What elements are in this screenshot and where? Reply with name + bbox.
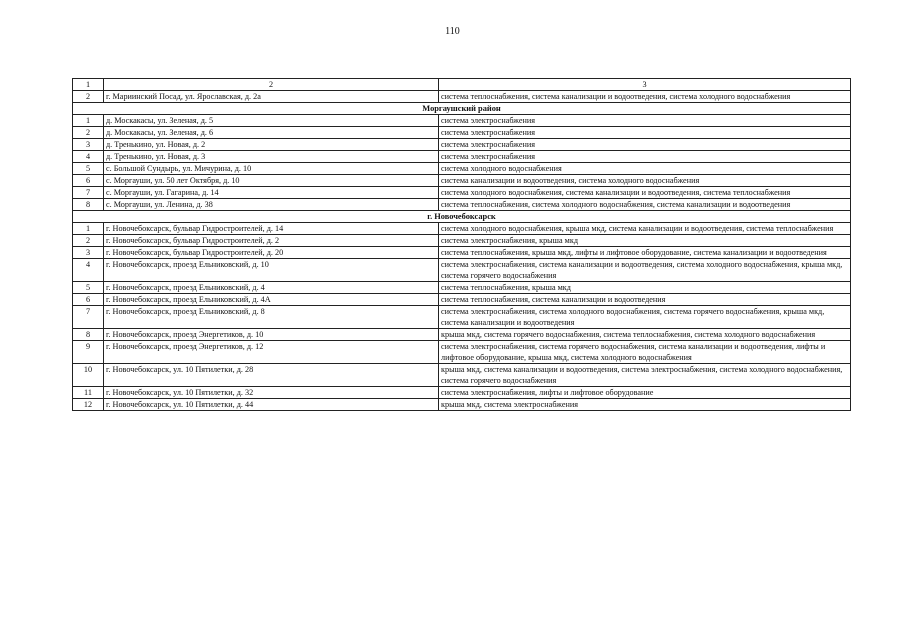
row-address: г. Новочебоксарск, проезд Ельниковский, д. 4А: [104, 294, 439, 306]
row-number: 7: [73, 306, 104, 329]
table-row: [73, 223, 851, 235]
table-row: [73, 91, 851, 103]
row-address: с. Моргауши, ул. 50 лет Октября, д. 10: [104, 175, 439, 187]
row-address: г. Новочебоксарск, бульвар Гидростроителей, д. 20: [104, 247, 439, 259]
row-number: 11: [73, 387, 104, 399]
table-row: [73, 399, 851, 411]
row-systems: система электроснабжения: [439, 151, 851, 163]
row-systems: система холодного водоснабжения, крыша мкд, система канализации и водоотведения, система теплоснабжения: [439, 223, 851, 235]
row-number: 8: [73, 329, 104, 341]
table-row: [73, 294, 851, 306]
row-address: д. Москакасы, ул. Зеленая, д. 6: [104, 127, 439, 139]
row-address: г. Новочебоксарск, ул. 10 Пятилетки, д. 32: [104, 387, 439, 399]
row-systems: система электроснабжения, система канализации и водоотведения, система холодного водоснабжения, крыша мкд, система горячего водоснабжения: [439, 259, 851, 282]
row-address: г. Мариинский Посад, ул. Ярославская, д. 2а: [104, 91, 439, 103]
table-row: [73, 306, 851, 329]
row-systems: система холодного водоснабжения, система канализации и водоотведения, система теплоснабжения: [439, 187, 851, 199]
page-number: 110: [445, 26, 460, 37]
table-row: [73, 163, 851, 175]
table-body: [73, 79, 851, 411]
table-row: [73, 364, 851, 387]
row-number: 4: [73, 151, 104, 163]
table-row: [73, 235, 851, 247]
row-address: с. Моргауши, ул. Гагарина, д. 14: [104, 187, 439, 199]
row-systems: система электроснабжения, крыша мкд: [439, 235, 851, 247]
row-number: 1: [73, 223, 104, 235]
row-number: 3: [73, 247, 104, 259]
row-number: 12: [73, 399, 104, 411]
row-number: 3: [73, 139, 104, 151]
row-number: 1: [73, 115, 104, 127]
row-number: 9: [73, 341, 104, 364]
row-systems: крыша мкд, система канализации и водоотведения, система электроснабжения, система холодного водоснабжения, система горячего водоснабжения: [439, 364, 851, 387]
section-title: г. Новочебоксарск: [73, 211, 851, 223]
row-address: д. Тренькино, ул. Новая, д. 3: [104, 151, 439, 163]
table-row: [73, 329, 851, 341]
row-systems: система электроснабжения, система холодного водоснабжения, система горячего водоснабжения, крыша мкд, система канализации и водоотведения: [439, 306, 851, 329]
row-systems: система теплоснабжения, система канализации и водоотведения, система холодного водоснабжения: [439, 91, 851, 103]
header-col-1: 1: [73, 79, 104, 91]
row-systems: система теплоснабжения, крыша мкд: [439, 282, 851, 294]
row-number: 2: [73, 127, 104, 139]
row-address: г. Новочебоксарск, ул. 10 Пятилетки, д. 28: [104, 364, 439, 387]
row-systems: система теплоснабжения, система канализации и водоотведения: [439, 294, 851, 306]
row-number: 4: [73, 259, 104, 282]
row-number: 6: [73, 175, 104, 187]
table-row: [73, 175, 851, 187]
table-row: [73, 139, 851, 151]
table-row: [73, 127, 851, 139]
row-systems: система теплоснабжения, крыша мкд, лифты и лифтовое оборудование, система канализации и водоотведения: [439, 247, 851, 259]
row-address: г. Новочебоксарск, проезд Ельниковский, д. 8: [104, 306, 439, 329]
table-row: [73, 259, 851, 282]
row-systems: крыша мкд, система горячего водоснабжения, система теплоснабжения, система холодного водоснабжения: [439, 329, 851, 341]
header-col-3: 3: [439, 79, 851, 91]
row-systems: система теплоснабжения, система холодного водоснабжения, система канализации и водоотведения: [439, 199, 851, 211]
row-address: г. Новочебоксарск, проезд Энергетиков, д. 10: [104, 329, 439, 341]
row-number: 5: [73, 282, 104, 294]
table-row: [73, 282, 851, 294]
row-systems: система электроснабжения: [439, 139, 851, 151]
row-address: г. Новочебоксарск, ул. 10 Пятилетки, д. 44: [104, 399, 439, 411]
row-systems: система электроснабжения, лифты и лифтовое оборудование: [439, 387, 851, 399]
table-row: [73, 387, 851, 399]
row-systems: система электроснабжения: [439, 115, 851, 127]
row-number: 2: [73, 235, 104, 247]
row-number: 2: [73, 91, 104, 103]
row-systems: система канализации и водоотведения, система холодного водоснабжения: [439, 175, 851, 187]
row-address: с. Большой Сундырь, ул. Мичурина, д. 10: [104, 163, 439, 175]
table-row: [73, 151, 851, 163]
row-address: г. Новочебоксарск, бульвар Гидростроителей, д. 14: [104, 223, 439, 235]
row-systems: система электроснабжения: [439, 127, 851, 139]
table-row: [73, 115, 851, 127]
row-systems: система электроснабжения, система горячего водоснабжения, система канализации и водоотведения, лифты и лифтовое оборудование, крыша мкд, система холодного водоснабжения: [439, 341, 851, 364]
row-systems: крыша мкд, система электроснабжения: [439, 399, 851, 411]
row-number: 6: [73, 294, 104, 306]
row-number: 7: [73, 187, 104, 199]
section-header-row: [73, 211, 851, 223]
row-address: д. Москакасы, ул. Зеленая, д. 5: [104, 115, 439, 127]
row-number: 5: [73, 163, 104, 175]
row-address: г. Новочебоксарск, проезд Энергетиков, д. 12: [104, 341, 439, 364]
row-systems: система холодного водоснабжения: [439, 163, 851, 175]
objects-table: [72, 78, 851, 411]
table-row: [73, 199, 851, 211]
section-header-row: [73, 103, 851, 115]
table-header-row: [73, 79, 851, 91]
row-address: г. Новочебоксарск, бульвар Гидростроителей, д. 2: [104, 235, 439, 247]
row-address: д. Тренькино, ул. Новая, д. 2: [104, 139, 439, 151]
row-address: с. Моргауши, ул. Ленина, д. 38: [104, 199, 439, 211]
table-row: [73, 247, 851, 259]
row-address: г. Новочебоксарск, проезд Ельниковский, д. 10: [104, 259, 439, 282]
row-number: 8: [73, 199, 104, 211]
row-number: 10: [73, 364, 104, 387]
table-row: [73, 341, 851, 364]
section-title: Моргаушский район: [73, 103, 851, 115]
row-address: г. Новочебоксарск, проезд Ельниковский, д. 4: [104, 282, 439, 294]
table-row: [73, 187, 851, 199]
header-col-2: 2: [104, 79, 439, 91]
